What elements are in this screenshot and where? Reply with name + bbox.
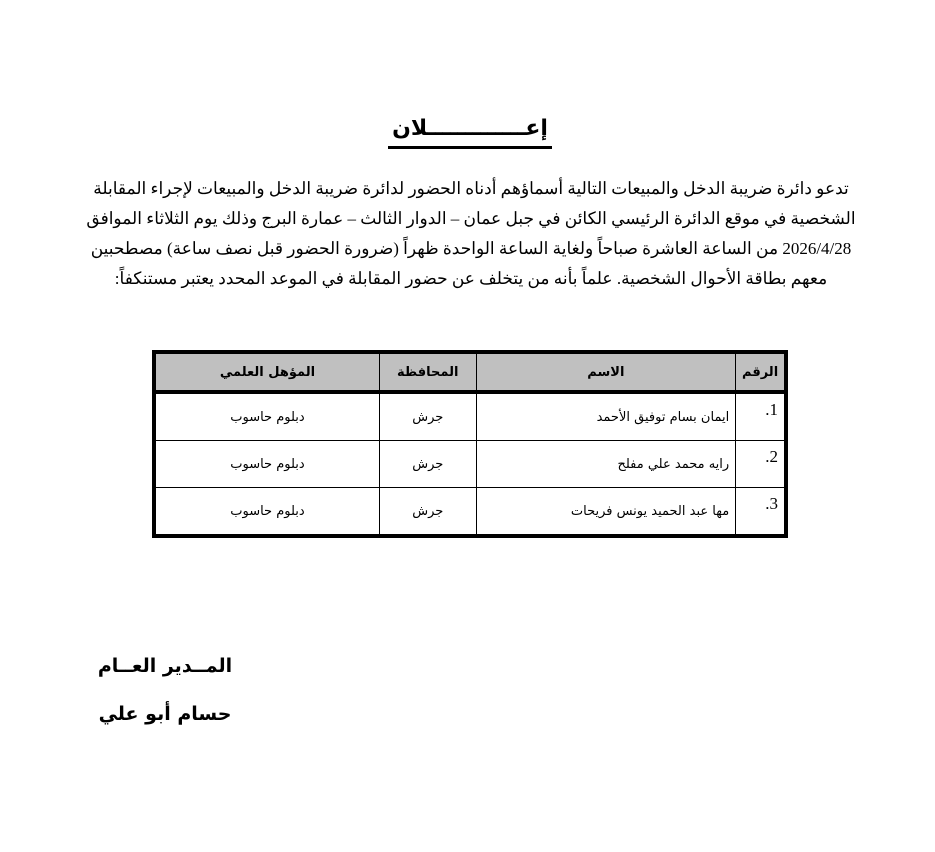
body-line-2: الشخصية في موقع الدائرة الرئيسي الكائن في جبل عمان – الدوار الثالث – عمارة البرج وذلك يوم الثلاثاء الموافق: [86, 209, 856, 228]
announcement-title: [300, 114, 640, 149]
cell-number: 2.: [736, 441, 786, 488]
body-line-1: تدعو دائرة ضريبة الدخل والمبيعات التالية أسماؤهم أدناه الحضور لدائرة ضريبة الدخل والمبيعات لإجراء المقابلة: [93, 179, 849, 198]
cell-name: رايه محمد علي مفلح: [476, 441, 736, 488]
cell-number: 1.: [736, 392, 786, 441]
header-governorate: المحافظة: [379, 352, 476, 392]
header-number: الرقم: [736, 352, 786, 392]
cell-qualification: دبلوم حاسوب: [154, 488, 379, 537]
announcement-title-text: إعـــــــــــــلان: [388, 114, 552, 149]
candidates-table: [152, 350, 788, 538]
signature-name: حسام أبو علي: [98, 703, 232, 725]
cell-qualification: دبلوم حاسوب: [154, 441, 379, 488]
table-row: [154, 488, 786, 537]
cell-name: مها عبد الحميد يونس فريحات: [476, 488, 736, 537]
header-name: الاسم: [476, 352, 736, 392]
cell-qualification: دبلوم حاسوب: [154, 392, 379, 441]
header-qualification: المؤهل العلمي: [154, 352, 379, 392]
body-line-4: معهم بطاقة الأحوال الشخصية. علماً بأنه من يتخلف عن حضور المقابلة في الموعد المحدد يعتبر مستنكفاً:: [114, 269, 828, 288]
table-row: [154, 441, 786, 488]
cell-governorate: جرش: [379, 488, 476, 537]
cell-number: 3.: [736, 488, 786, 537]
announcement-body: [78, 174, 864, 294]
table-header-row: [154, 352, 786, 392]
cell-governorate: جرش: [379, 441, 476, 488]
cell-name: ايمان بسام توفيق الأحمد: [476, 392, 736, 441]
cell-governorate: جرش: [379, 392, 476, 441]
table-row: [154, 392, 786, 441]
signature-position: المــدير العــام: [97, 655, 233, 677]
candidates-table-wrapper: [152, 350, 788, 538]
body-line-3: 2026/4/28 من الساعة العاشرة صباحاً ولغاية الساعة الواحدة ظهراً (ضرورة الحضور قبل نصف ساعة) مصطحبين: [90, 239, 852, 258]
